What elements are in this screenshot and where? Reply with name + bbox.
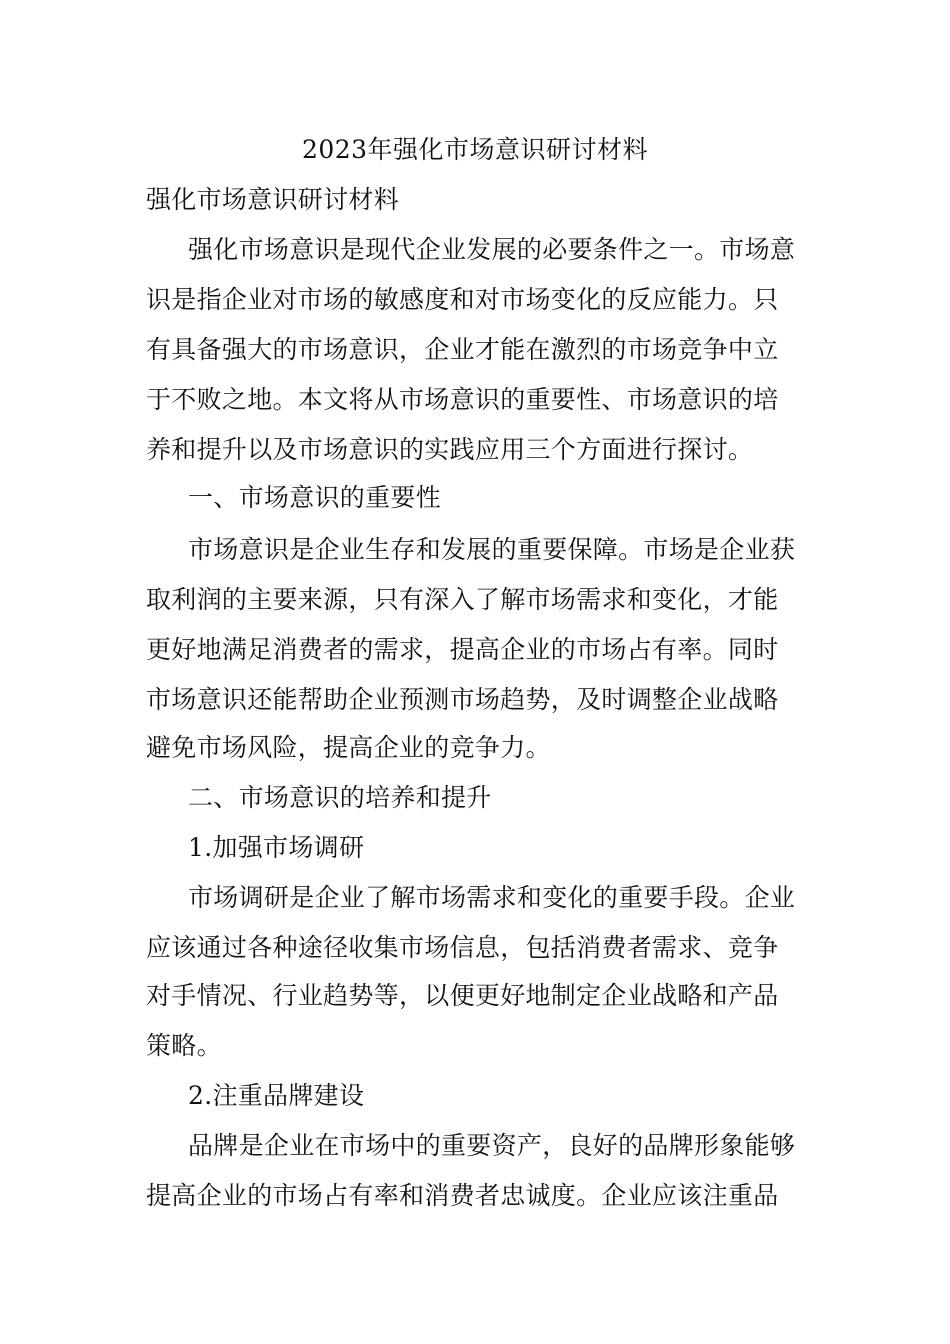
section-heading-1: 一、市场意识的重要性 <box>188 483 442 512</box>
sub2-line-1: 品牌是企业在市场中的重要资产，良好的品牌形象能够 <box>188 1131 796 1160</box>
section1-line-4: 市场意识还能帮助企业预测市场趋势，及时调整企业战略 <box>146 685 779 714</box>
sub1-line-2: 应该通过各种途径收集市场信息，包括消费者需求、竞争 <box>146 933 779 962</box>
document-subtitle: 强化市场意识研讨材料 <box>146 185 400 214</box>
sub1-line-1: 市场调研是企业了解市场需求和变化的重要手段。企业 <box>188 883 796 912</box>
section1-line-1: 市场意识是企业生存和发展的重要保障。市场是企业获 <box>188 535 796 564</box>
subheading-1: 1.加强市场调研 <box>188 833 365 862</box>
sub2-line-2: 提高企业的市场占有率和消费者忠诚度。企业应该注重品 <box>146 1181 779 1210</box>
section1-line-2: 取利润的主要来源，只有深入了解市场需求和变化，才能 <box>146 585 779 614</box>
intro-line-5: 养和提升以及市场意识的实践应用三个方面进行探讨。 <box>146 435 754 464</box>
sub1-line-4: 策略。 <box>146 1031 222 1060</box>
document-title: 2023年强化市场意识研讨材料 <box>301 135 649 164</box>
section1-line-5: 避免市场风险，提高企业的竞争力。 <box>146 733 551 762</box>
intro-line-2: 识是指企业对市场的敏感度和对市场变化的反应能力。只 <box>146 285 779 314</box>
intro-line-3: 有具备强大的市场意识，企业才能在激烈的市场竞争中立 <box>146 335 779 364</box>
sub1-line-3: 对手情况、行业趋势等，以便更好地制定企业战略和产品 <box>146 981 779 1010</box>
intro-line-1: 强化市场意识是现代企业发展的必要条件之一。市场意 <box>188 235 796 264</box>
section-heading-2: 二、市场意识的培养和提升 <box>188 783 492 812</box>
intro-line-4: 于不败之地。本文将从市场意识的重要性、市场意识的培 <box>146 385 779 414</box>
section1-line-3: 更好地满足消费者的需求，提高企业的市场占有率。同时 <box>146 635 779 664</box>
subheading-2: 2.注重品牌建设 <box>188 1081 365 1110</box>
